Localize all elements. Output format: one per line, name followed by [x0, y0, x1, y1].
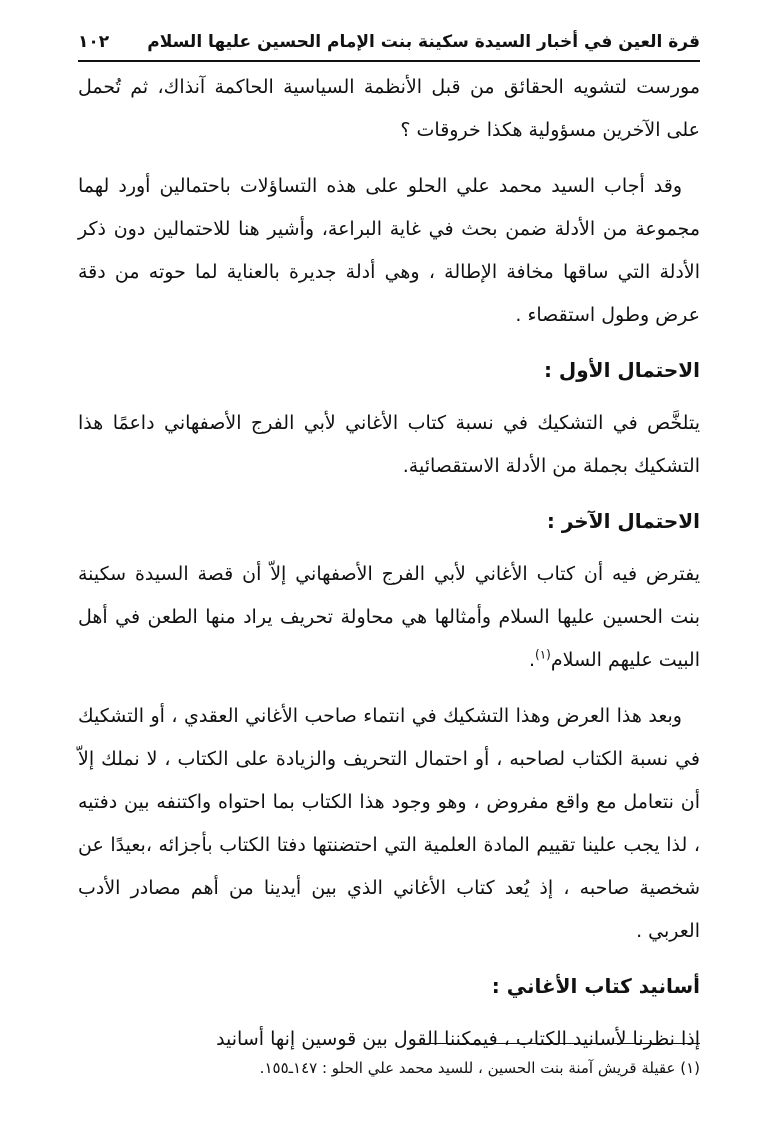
- section-heading: أسانيد كتاب الأغاني :: [491, 974, 700, 998]
- main-text: [78, 66, 700, 1074]
- footnote-reference[interactable]: (١): [535, 647, 551, 662]
- paragraph: إذا نظرنا لأسانيد الكتاب ، فيمكننا القول بين قوسين إنها أسانيد: [216, 1028, 700, 1050]
- paragraph: وبعد هذا العرض وهذا التشكيك في انتماء صاحب الأغاني العقدي ، أو التشكيك في نسبة الكتاب لصاحبه ، أو احتمال التحريف والزيادة على الكتاب ، لا نملك إلاّ أن نتعامل مع واقع مفروض ، وهو وجود هذا الكتاب بما احتواه واكتنفه بين دفتيه ، لذا يجب علينا تقييم المادة العلمية التي احتضنتها دفتا الكتاب بأجزائه ،بعيدًا عن شخصية صاحبه ، إذ يُعد كتاب الأغاني الذي بين أيدينا من أهم مصادر الأدب العربي .: [78, 705, 700, 942]
- paragraph-end: .: [528, 649, 536, 671]
- footnote-separator: [430, 1043, 700, 1044]
- paragraph: مورست لتشويه الحقائق من قبل الأنظمة السياسية الحاكمة آنذاك، ثم تُحمل على الآخرين مسؤولية هكذا خروقات ؟: [78, 76, 700, 141]
- page-number: ١٠٢: [78, 32, 110, 52]
- section-heading: الاحتمال الأول :: [543, 358, 700, 382]
- section-heading: الاحتمال الآخر :: [546, 509, 700, 533]
- book-title: قرة العين في أخبار السيدة سكينة بنت الإمام الحسين عليها السلام: [147, 32, 700, 52]
- running-header: [78, 28, 700, 62]
- paragraph: يتلخَّص في التشكيك في نسبة كتاب الأغاني لأبي الفرج الأصفهاني داعمًا هذا التشكيك بجملة من الأدلة الاستقصائية.: [78, 412, 700, 477]
- paragraph: وقد أجاب السيد محمد علي الحلو على هذه التساؤلات باحتمالين أورد لهما مجموعة من الأدلة ضمن بحث في غاية البراعة، وأشير هنا للاحتمالين دون ذكر الأدلة التي ساقها مخافة الإطالة ، وهي أدلة جديرة بالعناية لما حوته من دقة عرض وطول استقصاء .: [78, 175, 700, 326]
- paragraph-text: يفترض فيه أن كتاب الأغاني لأبي الفرج الأصفهاني إلاّ أن قصة السيدة سكينة بنت الحسين عليها السلام وأمثالها هي محاولة تحريف يراد منها الطعن في أهل البيت عليهم السلام: [78, 563, 700, 671]
- footnote: (١) عقيلة قريش آمنة بنت الحسين ، للسيد محمد علي الحلو : ١٤٧ـ١٥٥.: [259, 1059, 700, 1077]
- paragraph: [78, 553, 700, 682]
